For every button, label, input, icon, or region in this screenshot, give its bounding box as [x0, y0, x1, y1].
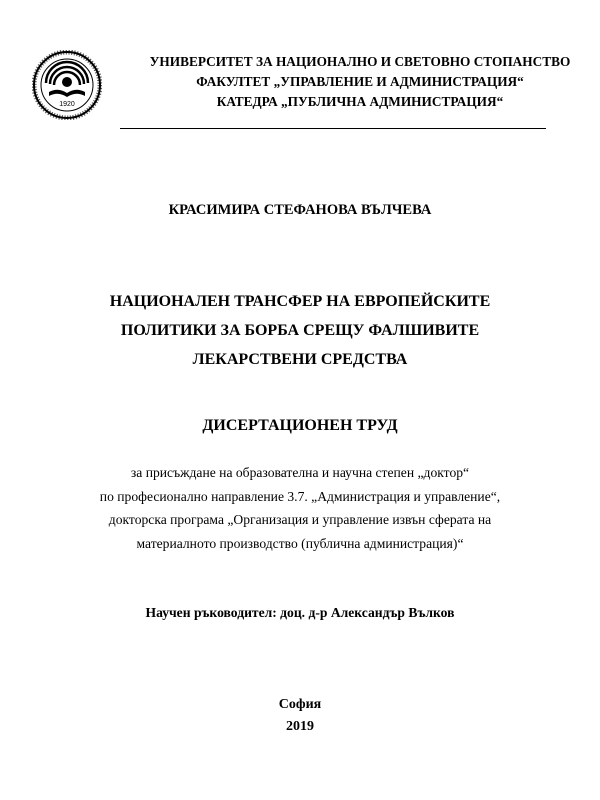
faculty-name: ФАКУЛТЕТ „УПРАВЛЕНИЕ И АДМИНИСТРАЦИЯ“: [196, 74, 524, 89]
title-line: ЛЕКАРСТВЕНИ СРЕДСТВА: [192, 351, 408, 368]
document-type: ДИСЕРТАЦИОНЕН ТРУД: [202, 417, 398, 434]
logo-year: 1920: [59, 101, 75, 108]
supervisor: Научен ръководител: доц. д-р Александър Вълков: [145, 605, 455, 620]
department-name: КАТЕДРА „ПУБЛИЧНА АДМИНИСТРАЦИЯ“: [216, 94, 504, 109]
title-line: НАЦИОНАЛЕН ТРАНСФЕР НА ЕВРОПЕЙСКИТЕ: [109, 293, 491, 310]
degree-description: [70, 461, 530, 555]
university-seal-icon: [32, 50, 102, 120]
description-line: за присъждане на образователна и научна степен „доктор“: [130, 465, 470, 480]
description-line: материалното производство (публична администрация)“: [136, 535, 464, 551]
place-and-year: [0, 694, 600, 738]
university-name: УНИВЕРСИТЕТ ЗА НАЦИОНАЛНО И СВЕТОВНО СТОПАНСТВО: [149, 54, 571, 69]
thesis-title: [100, 287, 500, 374]
university-header: [22, 34, 578, 114]
year: 2019: [286, 719, 314, 734]
header-divider: [120, 128, 546, 129]
description-line: по професионално направление 3.7. „Администрация и управление“,: [99, 488, 501, 504]
title-line: ПОЛИТИКИ ЗА БОРБА СРЕЩУ ФАЛШИВИТЕ: [120, 322, 480, 339]
city: София: [278, 697, 322, 712]
author-name: КРАСИМИРА СТЕФАНОВА ВЪЛЧЕВА: [168, 202, 432, 218]
description-line: докторска програма „Организация и управление извън сферата на: [108, 512, 492, 527]
university-lines: [140, 52, 580, 112]
